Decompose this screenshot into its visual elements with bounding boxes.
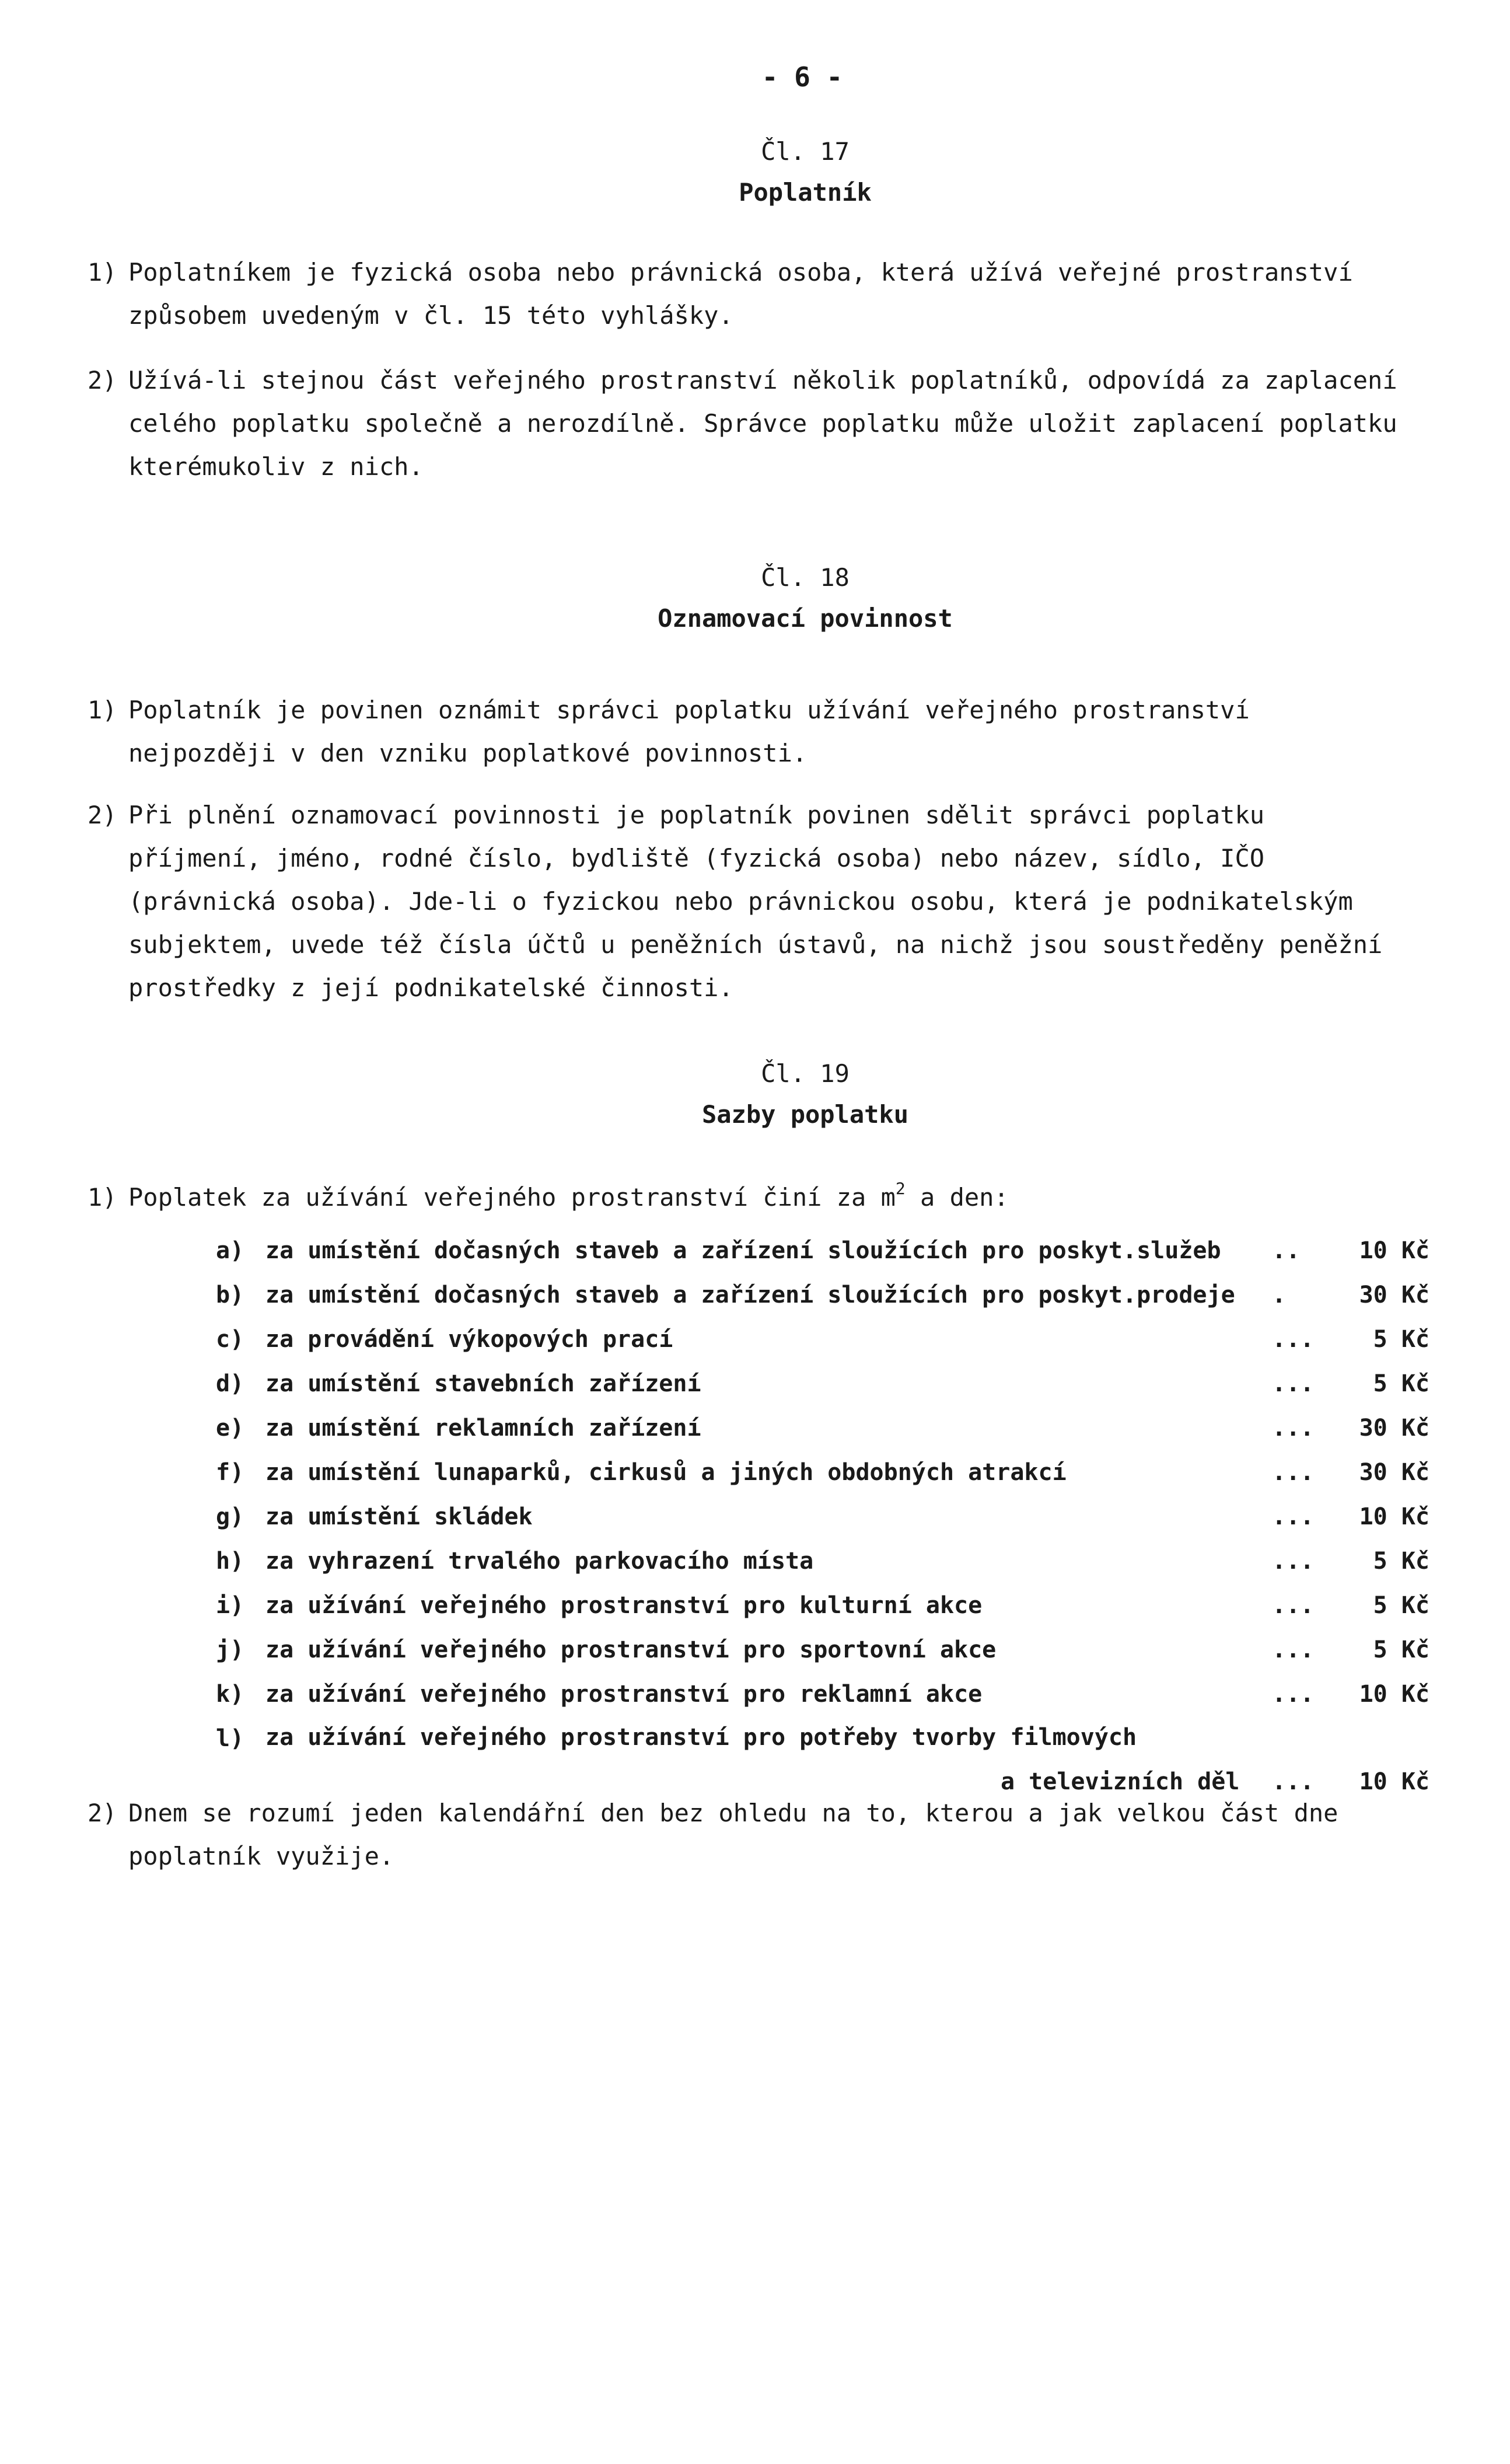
rate-row-g [216,1495,1429,1539]
rate-row-f [216,1450,1429,1495]
rate-row-h [216,1539,1429,1583]
rate-amount: 30 Kč [1359,1459,1429,1486]
paragraph-number: 1) [88,258,117,287]
paragraph-number: 1) [88,696,117,724]
paragraph-number: 2) [88,801,117,829]
article-18-heading [0,557,1510,639]
rate-letter: a) [216,1237,244,1264]
article-number: Čl. 19 [761,1059,850,1088]
article-18-paragraph-1 [88,689,1406,775]
paragraph-text: Dnem se rozumí jeden kalendářní den bez ohledu na to, kterou a jak velkou část dne poplatník využije. [128,1799,1338,1870]
rate-amount: 5 Kč [1373,1370,1429,1397]
rate-amount: 10 Kč [1359,1681,1429,1708]
rate-text: za umístění reklamních zařízení [265,1415,701,1442]
rate-letter: g) [216,1503,244,1530]
rate-row-e [216,1406,1429,1450]
rate-row-l [216,1716,1429,1804]
rates-list [216,1228,1429,1804]
rate-text: za provádění výkopových prací [265,1326,673,1353]
paragraph-number: 2) [88,1799,117,1827]
article-19-paragraph-1 [88,1167,1406,1219]
rate-letter: k) [216,1681,244,1708]
rate-amount: 10 Kč [1359,1237,1429,1264]
rate-dots: . [1272,1282,1287,1308]
rate-dots: ... [1272,1370,1315,1397]
rate-dots: ... [1272,1681,1315,1708]
article-title: Poplatník [739,178,872,207]
rate-dots: ... [1272,1415,1315,1442]
rate-dots: .. [1272,1237,1301,1264]
article-17-paragraph-2 [88,359,1406,488]
superscript-2: 2 [895,1179,906,1198]
page-number: - 6 - [761,61,843,93]
rate-text: za užívání veřejného prostranství pro reklamní akce [265,1681,983,1708]
rate-amount: 5 Kč [1373,1592,1429,1619]
rate-text-line2: a televizních děl [1001,1768,1240,1795]
rate-text: za umístění skládek [265,1503,533,1530]
article-17-heading [0,131,1510,213]
rate-dots: ... [1272,1326,1315,1353]
rate-letter: l) [216,1725,244,1752]
article-number: Čl. 17 [761,137,850,166]
article-title: Sazby poplatku [701,1100,908,1129]
paragraph-number: 2) [88,366,117,395]
rate-letter: h) [216,1548,244,1575]
rate-letter: j) [216,1636,244,1663]
paragraph-text: Užívá-li stejnou část veřejného prostranství několik poplatníků, odpovídá za zaplacení celého poplatku společně a nerozdílně. Správce poplatku může uložit zaplacení poplatku kterémukoliv z nich. [128,366,1397,481]
rate-text-block [265,1715,1272,1804]
rate-row-c [216,1317,1429,1362]
rate-letter: d) [216,1370,244,1397]
article-19-paragraph-2 [88,1792,1406,1878]
rate-text: za užívání veřejného prostranství pro sportovní akce [265,1636,997,1663]
rate-amount: 10 Kč [1359,1503,1429,1530]
rate-amount: 10 Kč [1359,1768,1429,1795]
paragraph-text: Poplatníkem je fyzická osoba nebo právnická osoba, která užívá veřejné prostranství způsobem uvedeným v čl. 15 této vyhlášky. [128,258,1353,330]
rate-text: za umístění dočasných staveb a zařízení sloužících pro poskyt.služeb [265,1237,1221,1264]
paragraph-text: Při plnění oznamovací povinnosti je poplatník povinen sdělit správci poplatku příjmení, jméno, rodné číslo, bydliště (fyzická osoba) nebo název, sídlo, IČO (právnická osoba). Jde-li o fyzickou nebo právnickou osobu, která je podnikatelským subjektem, uvede též čísla účtů u peněžních ústavů, na nichž jsou soustředěny peněžní prostředky z její podnikatelské činnosti. [128,801,1383,1002]
paragraph-number: 1) [88,1183,117,1212]
rate-letter: i) [216,1592,244,1619]
rate-row-j [216,1628,1429,1672]
rate-letter: f) [216,1459,244,1486]
rate-row-b [216,1273,1429,1317]
rate-text: za vyhrazení trvalého parkovacího místa [265,1548,814,1575]
rate-row-k [216,1672,1429,1716]
rate-amount: 5 Kč [1373,1326,1429,1353]
rate-dots: ... [1272,1636,1315,1663]
rate-letter: b) [216,1282,244,1308]
rate-amount: 30 Kč [1359,1415,1429,1442]
article-number: Čl. 18 [761,563,850,592]
rate-row-i [216,1583,1429,1628]
rate-amount: 30 Kč [1359,1282,1429,1308]
article-17-paragraph-1 [88,251,1406,337]
article-18-paragraph-2 [88,794,1406,1010]
rate-row-d [216,1362,1429,1406]
article-19-heading [0,1053,1510,1135]
rate-row-a [216,1228,1429,1273]
paragraph-text-end: a den: [905,1183,1009,1212]
article-title: Oznamovací povinnost [658,604,953,633]
rate-text: za užívání veřejného prostranství pro potřeby tvorby filmových [265,1724,1137,1751]
rate-amount: 5 Kč [1373,1636,1429,1663]
rate-text: za užívání veřejného prostranství pro kulturní akce [265,1592,983,1619]
rate-text: za umístění lunaparků, cirkusů a jiných obdobných atrakcí [265,1459,1067,1486]
rate-letter: e) [216,1415,244,1442]
rate-text: za umístění dočasných staveb a zařízení sloužících pro poskyt.prodeje [265,1282,1235,1308]
paragraph-text: Poplatek za užívání veřejného prostranství činí za m [128,1183,896,1212]
rate-text: za umístění stavebních zařízení [265,1370,701,1397]
rate-dots: ... [1272,1768,1315,1795]
rate-dots: ... [1272,1459,1315,1486]
rate-dots: ... [1272,1503,1315,1530]
rate-dots: ... [1272,1548,1315,1575]
rate-dots: ... [1272,1592,1315,1619]
rate-letter: c) [216,1326,244,1353]
rate-amount: 5 Kč [1373,1548,1429,1575]
paragraph-text: Poplatník je povinen oznámit správci poplatku užívání veřejného prostranství nejpozději v den vzniku poplatkové povinnosti. [128,696,1250,767]
